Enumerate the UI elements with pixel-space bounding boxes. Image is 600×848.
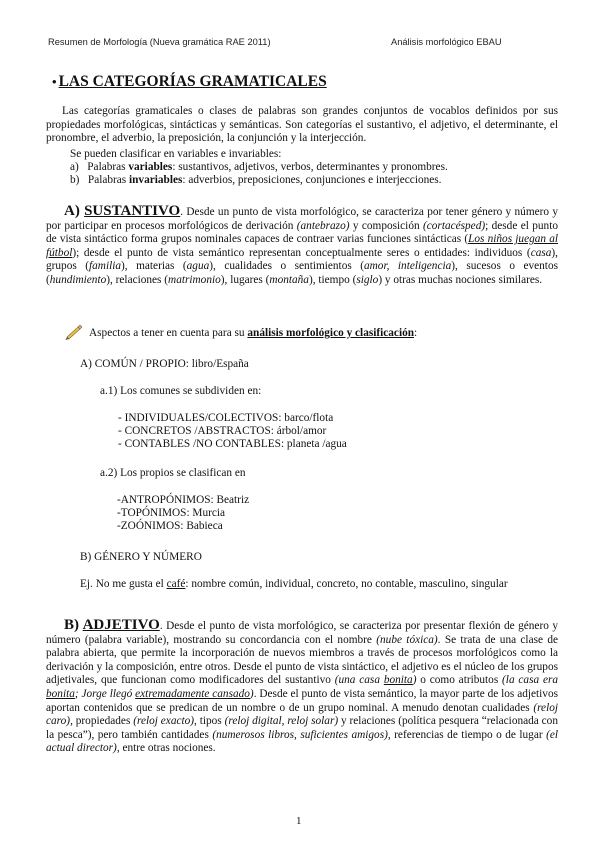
comunes-item: - INDIVIDUALES/COLECTIVOS: barco/flota xyxy=(118,412,334,424)
list-text: Palabras xyxy=(87,161,129,173)
comunes-item: - CONTABLES /NO CONTABLES: planeta /agua xyxy=(118,438,347,450)
header-left: Resumen de Morfología (Nueva gramática RAE 2011) xyxy=(48,37,271,47)
list-marker: a) xyxy=(70,161,79,173)
genero-numero-heading: B) GÉNERO Y NÚMERO xyxy=(80,551,202,563)
pencil-icon xyxy=(64,324,84,340)
intro-paragraph: Las categorías gramaticales o clases de palabras son grandes conjuntos de vocablos definidos por sus propiedades morfológicas, sintácticas y semánticas. Son categorías el sustantivo, el adjetivo, el determinante, el pronombre, el adverbio, la preposición, la conjunción y la interjección. xyxy=(46,105,558,145)
sustantivo-heading: A) SUSTANTIVO xyxy=(64,203,181,219)
list-text: : sustantivos, adjetivos, verbos, determinantes y pronombres. xyxy=(172,161,448,173)
comunes-item: - CONCRETOS /ABSTRACTOS: árbol/amor xyxy=(118,425,327,437)
aspects-line: Aspectos a tener en cuenta para su análisis morfológico y clasificación: xyxy=(89,327,418,339)
section-title-text: LAS CATEGORÍAS GRAMATICALES xyxy=(58,73,327,90)
list-marker: b) xyxy=(70,174,80,186)
classify-line: Se pueden clasificar en variables e invariables: xyxy=(70,148,282,160)
list-text: : adverbios, preposiciones, conjunciones e interjecciones. xyxy=(182,174,442,186)
list-text: Palabras xyxy=(87,174,130,186)
propios-item: -TOPÓNIMOS: Murcia xyxy=(117,507,226,519)
comun-propio-heading: A) COMÚN / PROPIO: libro/España xyxy=(80,358,249,370)
adjetivo-paragraph: B) ADJETIVO. Desde el punto de vista morfológico, se caracteriza por presentar flexión de género y número (palabra variable), mostrando su concordancia con el nombre (nube tóxica). Se trata de una clase de palabra abierta, que permite la incorporación de nuevos miembros a través de procesos morfológicos como la derivación y la composición, entre otros. Desde el punto de vista sintáctico, el adjetivo es el núcleo de los grupos adjetivales, que funcionan como modificadores del sustantivo (una casa bonita) o como atributos (la casa era bonita; Jorge llegó extremadamente cansado). Desde el punto de vista semántico, la mayor parte de los adjetivos aportan contenidos que se predican de un nombre o de un grupo nominal. A menudo denotan cualidades (reloj caro), propiedades (reloj exacto), tipos (reloj digital, reloj solar) y relaciones (política pesquera “relacionada con la pesca”), pero también cantidades (numerosos libros, suficientes amigos), referencias de tiempo o de lugar (el actual director), entre otras nociones. xyxy=(46,617,559,755)
propios-item: -ZOÓNIMOS: Babieca xyxy=(117,520,223,532)
list-item-variables xyxy=(70,161,448,174)
bullet-icon: • xyxy=(52,74,57,89)
example-line: Ej. No me gusta el café: nombre común, individual, concreto, no contable, masculino, singular xyxy=(80,578,508,590)
list-bold: invariables xyxy=(129,174,183,186)
sustantivo-paragraph: A) SUSTANTIVO. Desde un punto de vista morfológico, se caracteriza por tener género y número y por participar en procesos morfológicos de derivación (antebrazo) y composición (cortacésped); desde el punto de vista sintáctico forma grupos nominales capaces de contraer varias funciones sintácticas (Los niños juegan al fútbol); desde el punto de vista semántico representan conceptualmente seres o entidades: individuos (casa), grupos (familia), materias (agua), cualidades o sentimientos (amor, inteligencia), sucesos o eventos (hundimiento), relaciones (matrimonio), lugares (montaña), tiempo (siglo) y otras muchas nociones similares. xyxy=(46,203,559,286)
page-number: 1 xyxy=(296,815,302,827)
list-bold: variables xyxy=(128,161,173,173)
propios-intro: a.2) Los propios se clasifican en xyxy=(100,467,246,479)
comunes-intro: a.1) Los comunes se subdividen en: xyxy=(100,385,262,397)
list-item-invariables xyxy=(70,174,442,187)
header-right: Análisis morfológico EBAU xyxy=(391,37,502,47)
section-title xyxy=(52,73,327,91)
adjetivo-heading: B) ADJETIVO xyxy=(64,617,160,633)
propios-item: -ANTROPÓNIMOS: Beatriz xyxy=(117,494,250,506)
